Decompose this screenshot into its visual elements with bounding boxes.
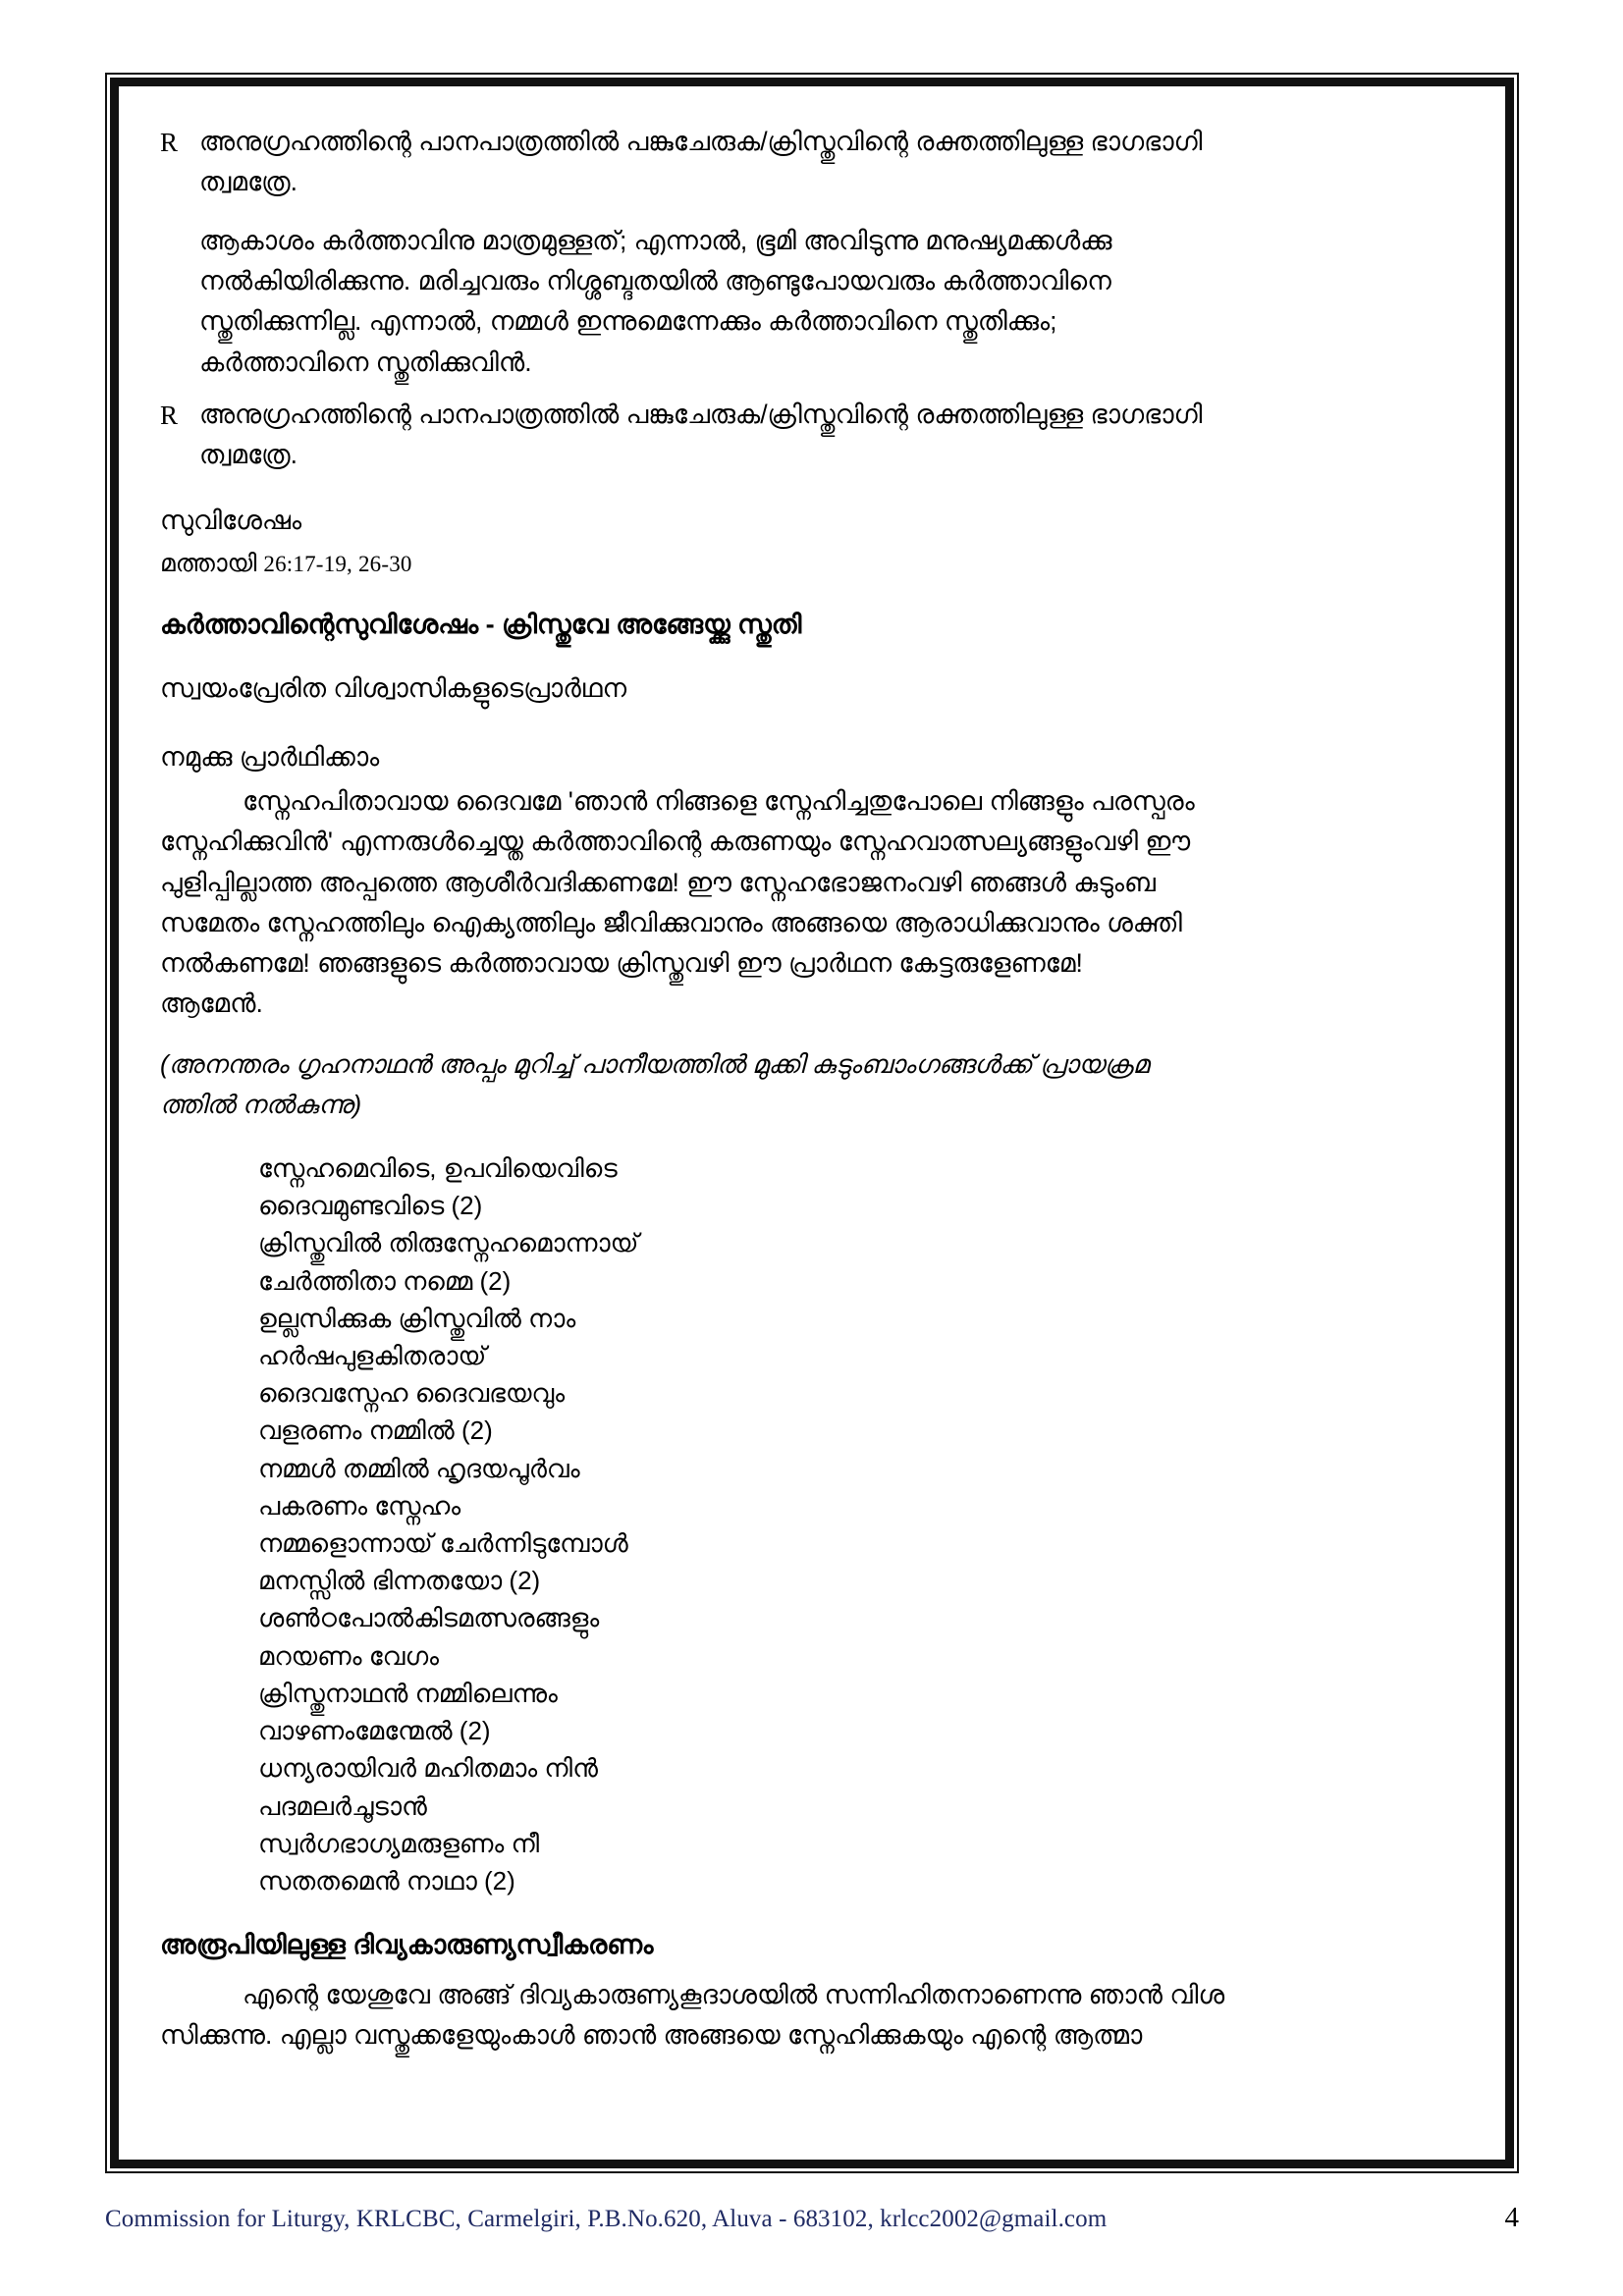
prayer-amen: ആമേന്‍. [160, 988, 263, 1018]
gospel-reference [160, 546, 1458, 583]
hymn-line: ഉല്ലസിക്കുക ക്രിസ്തുവില്‍ നാം [258, 1303, 576, 1333]
hymn-line: ക്രിസ്തുവില്‍ തിരുസ്നേഹമൊന്നായ് [258, 1228, 639, 1258]
prayer-line-1: സ്നേഹപിതാവായ ദൈവമേ 'ഞാന്‍ നിങ്ങളെ സ്നേഹിച്ചതുപോലെ നിങ്ങളും പരസ്പരം [243, 785, 1195, 816]
hymn-line: മറയണം വേഗം [258, 1640, 439, 1671]
hymn-line: നമ്മള്‍ തമ്മില്‍ ഹൃദയപൂര്‍വം [258, 1453, 580, 1483]
page-border-frame-inner [110, 78, 1514, 2168]
hymn-line: നമ്മളൊന്നായ് ചേര്‍ന്നിടുമ്പോള്‍ [258, 1528, 628, 1559]
prayer-line-2: സ്നേഹിക്കുവിന്‍' എന്നരുള്‍ച്ചെയ്ത കര്‍ത്താവിന്റെ കരുണയും സ്നേഹവാത്സല്യങ്ങളുംവഴി ഈ [160, 827, 1191, 857]
psalm-line-2: നല്‍കിയിരിക്കുന്നു. മരിച്ചവരും നിശ്ശബ്ദതയില്‍ ആണ്ടുപോയവരും കര്‍ത്താവിനെ [199, 265, 1111, 295]
closing-line-1: എന്റെ യേശുവേ അങ്ങ് ദിവ്യകാരുണ്യകൂദാശയില്‍ സന്നിഹിതനാണെന്നു ഞാന്‍ വിശ [243, 1979, 1225, 2009]
hymn-line: വളരണം നമ്മില്‍ (2) [258, 1415, 493, 1446]
responsory-first-line-2: ത്വമത്രേ. [199, 167, 298, 197]
rubric-instruction [160, 1044, 1458, 1124]
psalm-line-3: സ്തുതിക്കുന്നില്ല. എന്നാല്‍, നമ്മള്‍ ഇന്നുമെന്നേക്കും കര്‍ത്താവിനെ സ്തുതിക്കും; [199, 306, 1057, 337]
rubric-line-2: ത്തില്‍ നല്‍കുന്നു) [160, 1089, 362, 1119]
footer-imprint: Commission for Liturgy, KRLCBC, Carmelgiri, P.B.No.620, Aluva - 683102, krlcc2002@gmail.com [105, 2206, 1108, 2232]
page-footer [105, 2202, 1519, 2241]
responsory-first [160, 122, 1458, 203]
hymn-line: സതതമെന്‍ നാഥാ (2) [258, 1866, 515, 1896]
hymn-line: ധന്യരായിവര്‍ മഹിതമാം നിന്‍ [258, 1753, 598, 1784]
page-number: 4 [1504, 2202, 1519, 2233]
let-us-pray: നമുക്കു പ്രാര്‍ഥിക്കാം [160, 742, 380, 773]
hymn-line: ചേര്‍ത്തിതാ നമ്മെ (2) [258, 1265, 512, 1296]
responsory-second-text [199, 395, 1458, 476]
prayer-line-4: സമേതം സ്നേഹത്തിലും ഐക്യത്തിലും ജീവിക്കുവാനും അങ്ങയെ ആരാധിക്കുവാനും ശക്തി [160, 907, 1182, 937]
prayer-line-3: പുളിപ്പില്ലാത്ത അപ്പത്തെ ആശീര്‍വദിക്കണമേ! ഈ സ്നേഹഭോജനംവഴി ഞങ്ങള്‍ കുടുംബ [160, 867, 1156, 897]
hymn-line: സ്വര്‍ഗഭാഗ്യമരുളണം നീ [258, 1828, 540, 1858]
responsory-second-line-1: അനുഗ്രഹത്തിന്റെ പാനപാത്രത്തില്‍ പങ്കുചേരുക/ക്രിസ്തുവിന്റെ രക്തത്തിലുള്ള ഭാഗഭാഗി [199, 399, 1203, 429]
page-content [119, 86, 1505, 2160]
psalm-verse [199, 221, 1458, 383]
responsory-second-line-2: ത്വമത്രേ. [199, 440, 298, 470]
communion-prayer [160, 1975, 1458, 2056]
page-border-frame [105, 73, 1519, 2173]
hymn-line: ക്രിസ്തുനാഥന്‍ നമ്മിലെന്നും [258, 1678, 558, 1708]
prayer-line-5: നല്‍കണമേ! ഞങ്ങളുടെ കര്‍ത്താവായ ക്രിസ്തുവഴി ഈ പ്രാര്‍ഥന കേട്ടരുളേണമേ! [160, 948, 1083, 979]
closing-line-2: സിക്കുന്നു. എല്ലാ വസ്തുക്കളേയുംകാള്‍ ഞാന്‍ അങ്ങയെ സ്നേഹിക്കുകയും എന്റെ ആത്മാ [160, 2020, 1143, 2051]
hymn-line: ശണ്‍ഠപോല്‍കിടമത്സരങ്ങളും [258, 1603, 600, 1633]
gospel-reference-verses: 26:17-19, 26-30 [263, 552, 412, 577]
hymn-line: മനസ്സില്‍ ഭിന്നതയോ (2) [258, 1566, 541, 1596]
gospel-label: സുവിശേഷം [160, 505, 302, 535]
responsory-first-line-1: അനുഗ്രഹത്തിന്റെ പാനപാത്രത്തില്‍ പങ്കുചേരുക/ക്രിസ്തുവിന്റെ രക്തത്തിലുള്ള ഭാഗഭാഗി [199, 127, 1203, 156]
hymn-line: പകരണം സ്നേഹം [258, 1490, 461, 1521]
hymn-line: ദൈവമുണ്ടവിടെ (2) [258, 1191, 483, 1221]
responsory-first-text [199, 122, 1458, 203]
gospel-reference-book: മത്തായി [160, 550, 257, 578]
hymn-line: ദൈവസ്നേഹ ദൈവഭയവും [258, 1378, 566, 1409]
hymn-line: വാഴണംമേന്മേല്‍ (2) [258, 1716, 491, 1746]
hymn-line: പദമലര്‍ചൂടാന്‍ [258, 1790, 427, 1821]
response-marker-2: R [160, 400, 179, 430]
hymn-block [258, 1149, 1458, 1899]
communion-heading: അരൂപിയിലുള്ള ദിവ്യകാരുണ്യസ്വീകരണം [160, 1930, 654, 1960]
hymn-line: സ്നേഹമെവിടെ, ഉപവിയെവിടെ [258, 1152, 618, 1183]
responsory-second [160, 395, 1458, 476]
psalm-line-1: ആകാശം കര്‍ത്താവിനു മാത്രമുള്ളത്; എന്നാല്‍, ഭൂമി അവിടുന്നു മനുഷ്യമക്കള്‍ക്കു [199, 225, 1112, 255]
gospel-acclamation: കര്‍ത്താവിന്റെസുവിശേഷം - ക്രിസ്തുവേ അങ്ങേയ്ക്കു സ്തുതി [160, 609, 802, 639]
rubric-line-1: (അനന്തരം ഗൃഹനാഥന്‍ അപ്പം മുറിച്ച് പാനീയത്തില്‍ മുക്കി കുടുംബാംഗങ്ങള്‍ക്ക് പ്രായക്രമ [160, 1049, 1150, 1080]
hymn-line: ഹര്‍ഷപുളകിതരായ് [258, 1340, 487, 1370]
psalm-line-4: കര്‍ത്താവിനെ സ്തുതിക്കുവിന്‍. [199, 347, 532, 377]
response-marker: R [160, 128, 179, 157]
faithful-prayer-title: സ്വയംപ്രേരിത വിശ്വാസികളുടെപ്രാര്‍ഥന [160, 673, 627, 704]
blessing-prayer [160, 781, 1458, 985]
